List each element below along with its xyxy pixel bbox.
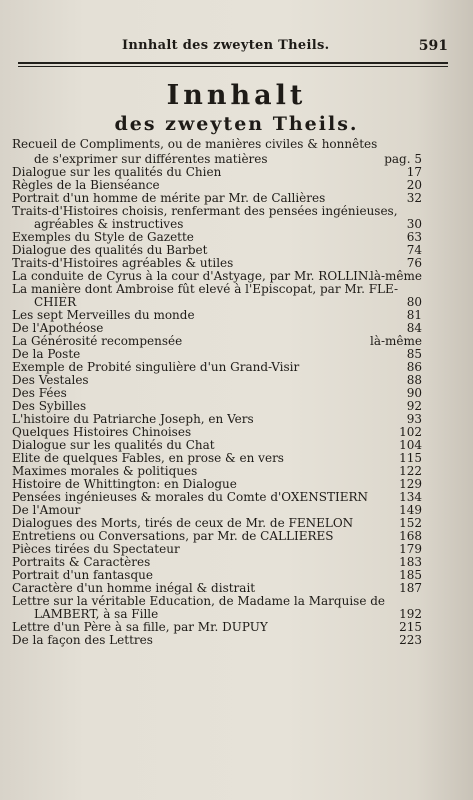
toc-entry-title: Pièces tirées du Spectateur bbox=[12, 542, 180, 556]
toc-entry-page: 63 bbox=[406, 230, 422, 244]
toc-entry-title: Quelques Histoires Chinoises bbox=[12, 425, 192, 439]
toc-entry-page: 92 bbox=[406, 399, 422, 413]
toc-entry-page: 129 bbox=[399, 477, 422, 491]
toc-entry-page: 122 bbox=[399, 464, 422, 478]
toc-entry-page: 192 bbox=[399, 607, 422, 621]
toc-entry-title-continued: LAMBERT, à sa Fille bbox=[34, 607, 159, 621]
toc-entry-title-continued: de s'exprimer sur différentes matières bbox=[34, 152, 268, 166]
toc-entry-title: Traits-d'Histoires agréables & utiles bbox=[12, 256, 234, 270]
toc-entry-title: De l'Apothéose bbox=[12, 321, 104, 335]
toc-entry-title: La conduite de Cyrus à la cour d'Astyage, par Mr. ROLLIN. bbox=[12, 269, 372, 283]
toc-entry bbox=[12, 137, 422, 166]
contents-heading: Innhalt bbox=[166, 80, 307, 111]
toc-entry-page: 74 bbox=[406, 243, 422, 257]
toc-entry bbox=[12, 205, 422, 231]
toc-entry-page: 32 bbox=[406, 191, 422, 205]
toc-entry-page: 104 bbox=[399, 438, 422, 452]
toc-entry-page: 187 bbox=[399, 581, 422, 595]
toc-entry bbox=[12, 634, 422, 647]
toc-entry bbox=[12, 283, 422, 309]
toc-entry-page: 102 bbox=[399, 425, 422, 439]
toc-entry-title: Portraits & Caractères bbox=[12, 555, 151, 569]
running-head bbox=[18, 38, 448, 60]
toc-entry-page: pag. 5 bbox=[384, 152, 422, 166]
page-number: 591 bbox=[418, 38, 448, 54]
toc-entry-title: Caractère d'un homme inégal & distrait bbox=[12, 581, 256, 595]
toc-entry-title: Portrait d'un homme de mérite par Mr. de Callières bbox=[12, 191, 326, 205]
running-title: Innhalt des zweyten Theils. bbox=[122, 38, 330, 53]
toc-entry-title: La Générosité recompensée bbox=[12, 334, 183, 348]
toc-entry-title: Lettre d'un Père à sa fille, par Mr. DUPUY bbox=[12, 620, 268, 634]
toc-entry-title: Lettre sur la véritable Education, de Madame la Marquise de bbox=[12, 594, 386, 608]
toc-entry-title: Exemples du Style de Gazette bbox=[12, 230, 194, 244]
toc-entry-title: Des Sybilles bbox=[12, 399, 87, 413]
toc-entry bbox=[12, 374, 422, 387]
toc-entry-title: Dialogue sur les qualités du Chien bbox=[12, 165, 222, 179]
toc-entry-page: 88 bbox=[406, 373, 422, 387]
toc-entry-title: Règles de la Bienséance bbox=[12, 178, 160, 192]
toc-entry-page: 76 bbox=[406, 256, 422, 270]
header-rule bbox=[18, 62, 448, 64]
toc-entry-page: 168 bbox=[399, 529, 422, 543]
toc-entry-title: Des Vestales bbox=[12, 373, 89, 387]
toc-entry-page: là-même bbox=[369, 334, 422, 348]
toc-entry-page: 86 bbox=[406, 360, 422, 374]
toc-entry-page: 185 bbox=[399, 568, 422, 582]
toc-entry-page: là-même bbox=[369, 269, 422, 283]
toc-entry-title: De la Poste bbox=[12, 347, 81, 361]
toc-entry-title: Pensées ingénieuses & morales du Comte d'OXENSTIERN bbox=[12, 490, 368, 504]
toc-entry-page: 149 bbox=[399, 503, 422, 517]
toc-entry-title: Des Fées bbox=[12, 386, 67, 400]
table-of-contents bbox=[12, 137, 422, 647]
toc-entry-page: 85 bbox=[406, 347, 422, 361]
toc-entry-page: 134 bbox=[399, 490, 422, 504]
toc-entry-page: 84 bbox=[406, 321, 422, 335]
toc-entry-page: 115 bbox=[399, 451, 422, 465]
toc-entry-title: Dialogues des Morts, tirés de ceux de Mr. de FENELON bbox=[12, 516, 354, 530]
header-rule-thin bbox=[18, 66, 448, 67]
toc-entry-title: Elite de quelques Fables, en prose & en vers bbox=[12, 451, 284, 465]
toc-entry-title-continued: agréables & instructives bbox=[34, 217, 184, 231]
toc-entry-page: 80 bbox=[406, 295, 422, 309]
contents-subheading: des zweyten Theils. bbox=[114, 113, 359, 135]
toc-entry-title: Dialogue sur les qualités du Chat bbox=[12, 438, 215, 452]
toc-entry-title: De l'Amour bbox=[12, 503, 81, 517]
toc-entry-title: Histoire de Whittington: en Dialogue bbox=[12, 477, 237, 491]
toc-entry-page: 152 bbox=[399, 516, 422, 530]
toc-entry-title: Traits-d'Histoires choisis, renfermant des pensées ingénieuses, bbox=[12, 204, 398, 218]
toc-entry-page: 20 bbox=[406, 178, 422, 192]
toc-entry-title: De la façon des Lettres bbox=[12, 633, 153, 647]
toc-entry bbox=[12, 595, 422, 621]
toc-entry-page: 93 bbox=[406, 412, 422, 426]
toc-entry-title: Les sept Merveilles du monde bbox=[12, 308, 195, 322]
toc-entry-page: 17 bbox=[406, 165, 422, 179]
toc-entry-page: 90 bbox=[406, 386, 422, 400]
toc-entry-title: Dialogue des qualités du Barbet bbox=[12, 243, 208, 257]
toc-entry-title-continued: CHIER bbox=[34, 295, 77, 309]
toc-entry-page: 183 bbox=[399, 555, 422, 569]
toc-entry-page: 215 bbox=[399, 620, 422, 634]
toc-entry-title: Recueil de Compliments, ou de manières civiles & honnêtes bbox=[12, 137, 378, 151]
toc-entry-title: La manière dont Ambroise fût elevé à l'Episcopat, par Mr. FLE- bbox=[12, 282, 399, 296]
toc-entry-page: 179 bbox=[399, 542, 422, 556]
toc-entry-page: 81 bbox=[406, 308, 422, 322]
toc-entry-title: L'histoire du Patriarche Joseph, en Vers bbox=[12, 412, 254, 426]
toc-entry-title: Exemple de Probité singulière d'un Grand-Visir bbox=[12, 360, 300, 374]
toc-entry-title: Maximes morales & politiques bbox=[12, 464, 198, 478]
toc-entry-page: 223 bbox=[399, 633, 422, 647]
toc-entry-title: Portrait d'un fantasque bbox=[12, 568, 153, 582]
toc-entry-title: Entretiens ou Conversations, par Mr. de CALLIERES bbox=[12, 529, 334, 543]
toc-entry-page: 30 bbox=[406, 217, 422, 231]
